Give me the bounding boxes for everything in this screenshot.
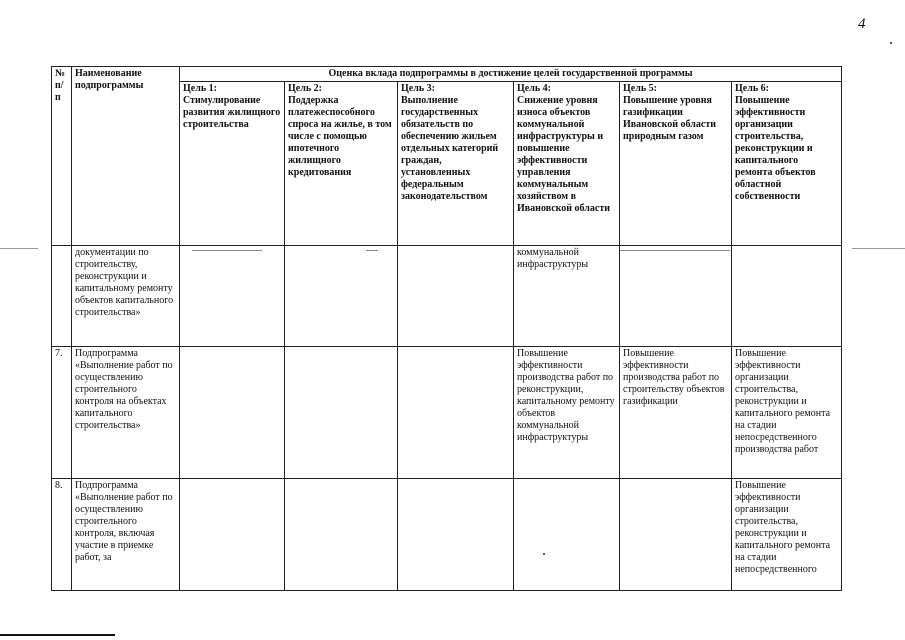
scan-speck [890, 42, 892, 44]
goal-text: Стимулирование развития жилищного строительства [183, 95, 281, 130]
goal-label: Цель 1: [183, 83, 217, 94]
row-cell: Повышение эффективности организации строительства, реконструкции и капитального ремонта на стадии непосредственного [732, 479, 842, 591]
row-num: 8. [52, 479, 72, 591]
page-number: 4 [858, 16, 866, 32]
dash-mark [192, 250, 262, 251]
row-cell [620, 479, 732, 591]
goal-4 [514, 82, 620, 246]
row-cell [180, 246, 285, 347]
row-name: документации по строительству, реконструкции и капитальному ремонту объектов капитального строительства» [72, 246, 180, 347]
footnote-line [0, 634, 115, 636]
header-name: Наименование подпрограммы [72, 67, 180, 246]
header-num: № п/п [52, 67, 72, 246]
goal-label: Цель 3: [401, 83, 435, 94]
goal-2 [285, 82, 398, 246]
table-row [52, 246, 842, 347]
table-row [52, 479, 842, 591]
goal-text: Повышение уровня газификации Ивановской области природным газом [623, 95, 717, 142]
goal-label: Цель 5: [623, 83, 657, 94]
row-cell [285, 246, 398, 347]
goal-text: Повышение эффективности организации строительства, реконструкции и капитального ремонта объектов областной собственности [735, 95, 816, 202]
row-cell [285, 479, 398, 591]
row-cell [514, 479, 620, 591]
goal-1 [180, 82, 285, 246]
row-cell [180, 347, 285, 479]
right-margin-line [852, 248, 905, 249]
row-name: Подпрограмма «Выполнение работ по осуществлению строительного контроля на объектах капитального строительства» [72, 347, 180, 479]
goal-label: Цель 2: [288, 83, 322, 94]
row-cell [732, 246, 842, 347]
row-cell: Повышение эффективности производства работ по реконструкции, капитальному ремонту объектов коммунальной инфраструктуры [514, 347, 620, 479]
row-cell [398, 479, 514, 591]
row-cell [398, 347, 514, 479]
goal-3 [398, 82, 514, 246]
row-num [52, 246, 72, 347]
goal-6 [732, 82, 842, 246]
row-cell [180, 479, 285, 591]
header-row [52, 67, 842, 82]
dash-mark [366, 250, 378, 251]
goal-text: Выполнение государственных обязательств по обеспечению жильем отдельных категорий граждан, установленных федеральным законодательством [401, 95, 499, 202]
scan-speck [543, 553, 545, 555]
row-num: 7. [52, 347, 72, 479]
row-cell: коммунальной инфраструктуры [514, 246, 620, 347]
goal-label: Цель 4: [517, 83, 551, 94]
left-margin-line [0, 248, 38, 249]
row-cell [285, 347, 398, 479]
row-name: Подпрограмма «Выполнение работ по осуществлению строительного контроля, включая участие в приемке работ, за [72, 479, 180, 591]
row-cell: Повышение эффективности организации строительства, реконструкции и капитального ремонта на стадии непосредственного производства работ [732, 347, 842, 479]
table-row [52, 347, 842, 479]
row-cell: Повышение эффективности производства работ по строительству объектов газификации [620, 347, 732, 479]
row-cell [398, 246, 514, 347]
goal-text: Поддержка платежеспособного спроса на жилье, в том числе с помощью ипотечного жилищного кредитования [288, 95, 392, 178]
goal-label: Цель 6: [735, 83, 769, 94]
row-cell [620, 246, 732, 347]
dash-mark [620, 250, 730, 251]
header-assessment: Оценка вклада подпрограммы в достижение целей государственной программы [180, 67, 842, 82]
goal-5 [620, 82, 732, 246]
goal-text: Снижение уровня износа объектов коммунальной инфраструктуры и повышение эффективности управления коммунальным хозяйством в Ивановской области [517, 95, 611, 214]
goals-table [51, 66, 842, 591]
